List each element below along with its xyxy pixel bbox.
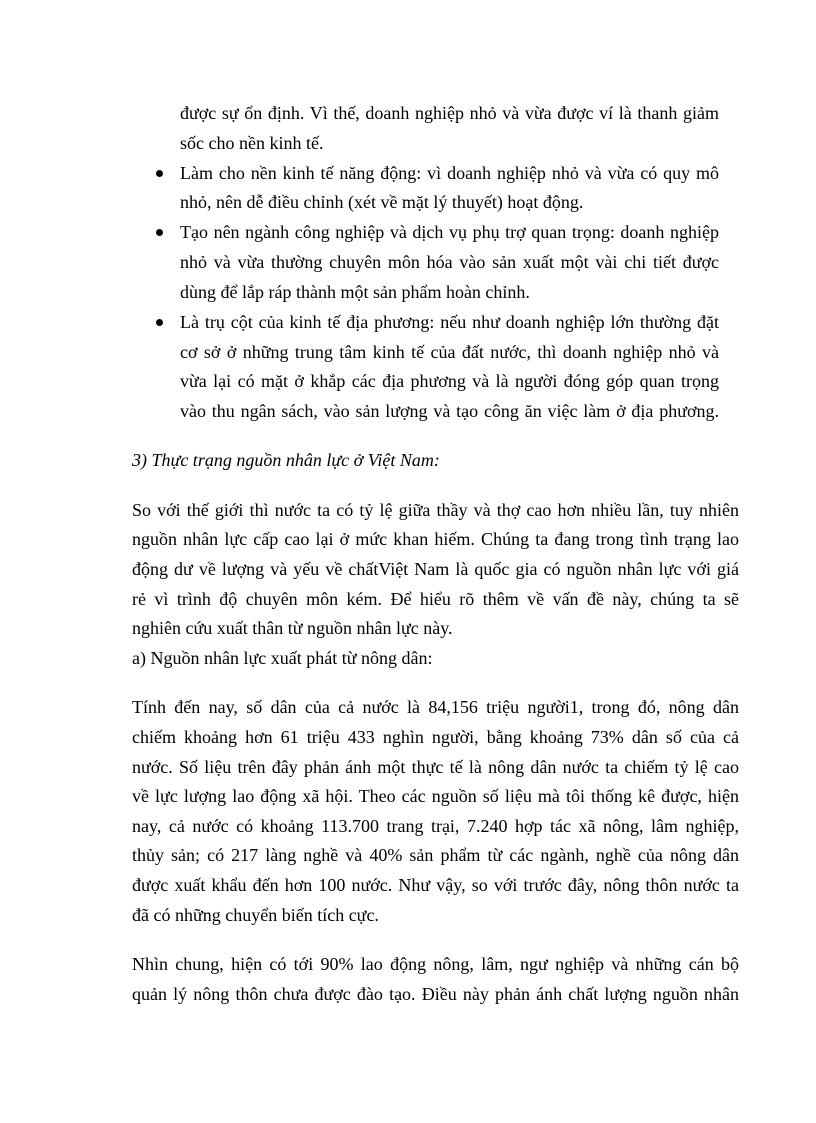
paragraph-line: nay, cả nước có khoảng 113.700 trang trại, 7.240 hợp tác xã nông, lâm nghiệp,	[132, 816, 739, 836]
bullet-marker	[156, 170, 163, 177]
bullet-line: Tạo nên ngành công nghiệp và dịch vụ phụ trợ quan trọng: doanh nghiệp	[180, 222, 719, 242]
paragraph-line: thủy sản; có 217 làng nghề và 40% sản phẩm từ các ngành, nghề của nông dân	[132, 845, 739, 865]
paragraph-line: rẻ vì trình độ chuyên môn kém. Để hiểu rõ thêm về vấn đề này, chúng ta sẽ	[132, 589, 739, 609]
paragraph-line: động dư về lượng và yếu về chấtViệt Nam là quốc gia có nguồn nhân lực với giá	[132, 559, 739, 579]
bullet-line: Là trụ cột của kinh tế địa phương: nếu như doanh nghiệp lớn thường đặt	[180, 312, 719, 332]
bullet-line: cơ sở ở những trung tâm kinh tế của đất nước, thì doanh nghiệp nhỏ và	[180, 342, 719, 362]
paragraph-line: nguồn nhân lực cấp cao lại ở mức khan hiếm. Chúng ta đang trong tình trạng lao	[132, 529, 739, 549]
paragraph-line: quản lý nông thôn chưa được đào tạo. Điều này phản ánh chất lượng nguồn nhân	[132, 984, 739, 1004]
bullet-marker	[156, 229, 163, 236]
bullet-line: nhỏ, nên dễ điều chỉnh (xét về mặt lý thuyết) hoạt động.	[180, 192, 584, 212]
subheading: a) Nguồn nhân lực xuất phát từ nông dân:	[132, 648, 433, 668]
section-heading: 3) Thực trạng nguồn nhân lực ở Việt Nam:	[132, 450, 440, 470]
paragraph-line: So với thế giới thì nước ta có tỷ lệ giữa thầy và thợ cao hơn nhiều lần, tuy nhiên	[132, 500, 739, 520]
continuation-line: sốc cho nền kinh tế.	[180, 133, 324, 153]
paragraph-line: Nhìn chung, hiện có tới 90% lao động nông, lâm, ngư nghiệp và những cán bộ	[132, 954, 739, 974]
bullet-line: vừa lại có mặt ở khắp các địa phương và là người đóng góp quan trọng	[180, 371, 719, 391]
paragraph-line: được xuất khẩu đến hơn 100 nước. Như vậy, so với trước đây, nông thôn nước ta	[132, 875, 739, 895]
bullet-line: vào thu ngân sách, vào sản lượng và tạo công ăn việc làm ở địa phương.	[180, 401, 719, 421]
paragraph-line: Tính đến nay, số dân của cả nước là 84,156 triệu người1, trong đó, nông dân	[132, 697, 739, 717]
paragraph-line: về lực lượng lao động xã hội. Theo các nguồn số liệu mà tôi thống kê được, hiện	[132, 786, 739, 806]
paragraph-line: đã có những chuyển biến tích cực.	[132, 905, 379, 925]
bullet-line: nhỏ và vừa thường chuyên môn hóa vào sản xuất một vài chi tiết được	[180, 252, 719, 272]
bullet-line: dùng để lắp ráp thành một sản phẩm hoàn chỉnh.	[180, 282, 530, 302]
bullet-marker	[156, 319, 163, 326]
continuation-line: được sự ổn định. Vì thế, doanh nghiệp nhỏ và vừa được ví là thanh giảm	[180, 103, 719, 123]
paragraph-line: nghiên cứu xuất thân từ nguồn nhân lực này.	[132, 618, 453, 638]
bullet-line: Làm cho nền kinh tế năng động: vì doanh nghiệp nhỏ và vừa có quy mô	[180, 163, 719, 183]
paragraph-line: chiếm khoảng hơn 61 triệu 433 nghìn người, bằng khoảng 73% dân số của cả	[132, 727, 739, 747]
paragraph-line: nước. Số liệu trên đây phản ánh một thực tế là nông dân nước ta chiếm tỷ lệ cao	[132, 757, 739, 777]
